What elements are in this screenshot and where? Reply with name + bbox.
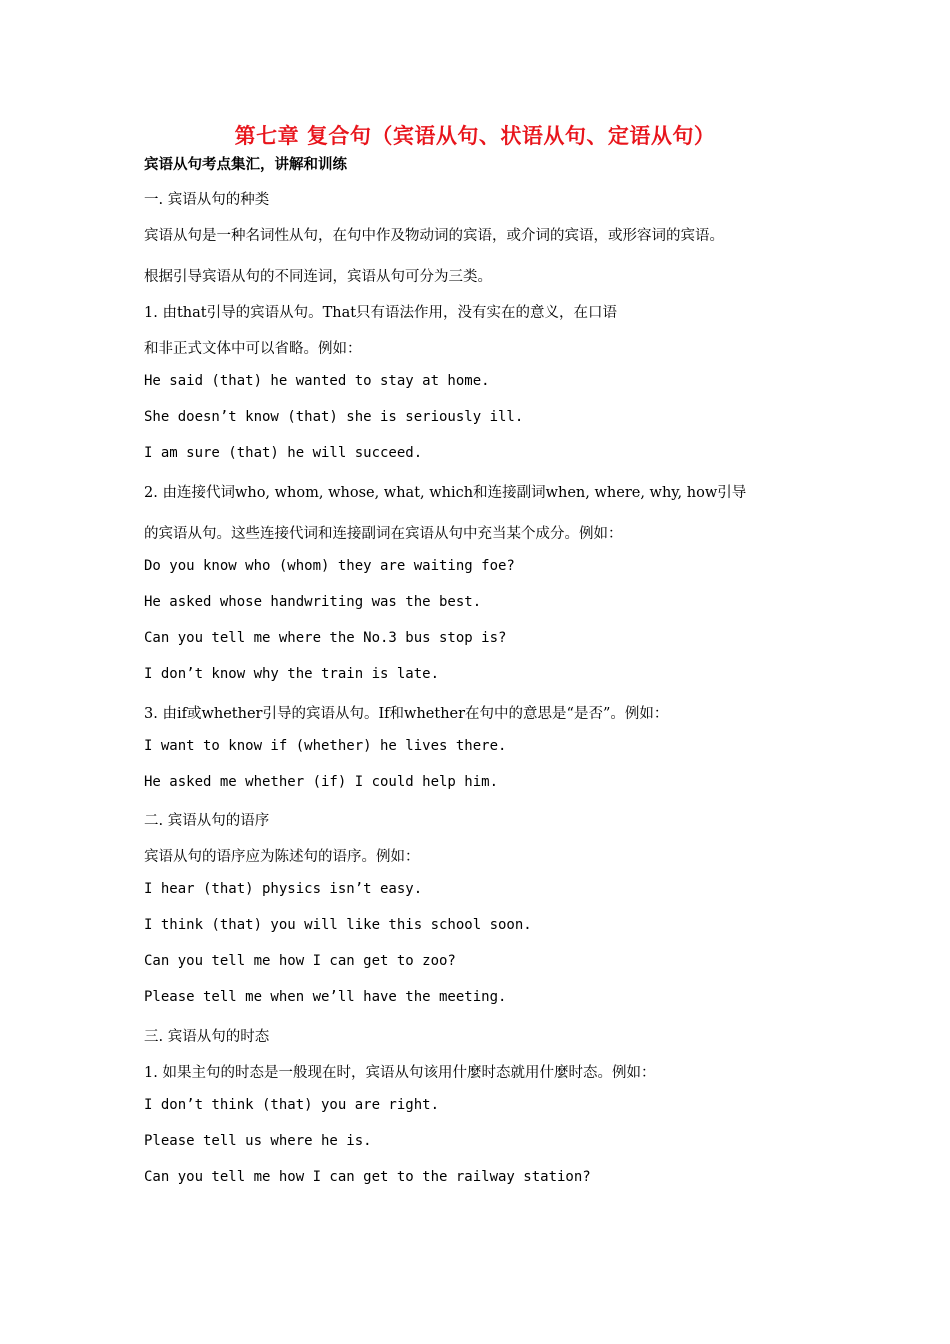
paragraph-line: 和非正式文体中可以省略。例如： <box>144 341 362 357</box>
paragraph-line: 2. 由连接代词who, whom, whose, what, which和连接副词when, where, why, how引导 <box>144 485 747 501</box>
example-sentence: I hear (that) physics isn’t easy. <box>144 881 423 897</box>
example-sentence: He said (that) he wanted to stay at home. <box>144 373 490 389</box>
example-sentence: Can you tell me how I can get to zoo? <box>144 953 456 969</box>
section-heading: 三. 宾语从句的时态 <box>144 1029 270 1045</box>
example-sentence: I am sure (that) he will succeed. <box>144 445 423 461</box>
paragraph-line: 宾语从句是一种名词性从句，在句中作及物动词的宾语，或介词的宾语，或形容词的宾语。 <box>144 228 724 244</box>
example-sentence: I don’t think (that) you are right. <box>144 1097 440 1113</box>
example-sentence: Please tell us where he is. <box>144 1133 372 1149</box>
chapter-title: 第七章 复合句（宾语从句、状语从句、定语从句） <box>234 123 716 148</box>
paragraph-line: 宾语从句的语序应为陈述句的语序。例如： <box>144 849 420 865</box>
example-sentence: I think (that) you will like this school soon. <box>144 917 532 933</box>
example-sentence: Do you know who (whom) they are waiting foe? <box>144 558 515 574</box>
paragraph-line: 根据引导宾语从句的不同连词，宾语从句可分为三类。 <box>144 269 492 285</box>
example-sentence: Can you tell me where the No.3 bus stop is? <box>144 630 507 646</box>
paragraph-line: 的宾语从句。这些连接代词和连接副词在宾语从句中充当某个成分。例如： <box>144 526 623 542</box>
section-heading: 二. 宾语从句的语序 <box>144 813 270 829</box>
example-sentence: I don’t know why the train is late. <box>144 666 440 682</box>
section-subtitle: 宾语从句考点集汇，讲解和训练 <box>144 156 347 173</box>
paragraph-line: 3. 由if或whether引导的宾语从句。If和whether在句中的意思是“是否”。例如： <box>144 706 669 722</box>
paragraph-line: 1. 如果主句的时态是一般现在时，宾语从句该用什麼时态就用什麼时态。例如： <box>144 1065 656 1081</box>
example-sentence: He asked whose handwriting was the best. <box>144 594 482 610</box>
example-sentence: She doesn’t know (that) she is seriously ill. <box>144 409 524 425</box>
example-sentence: He asked me whether (if) I could help him. <box>144 774 499 790</box>
example-sentence: Please tell me when we’ll have the meeting. <box>144 989 507 1005</box>
example-sentence: Can you tell me how I can get to the railway station? <box>144 1169 591 1185</box>
example-sentence: I want to know if (whether) he lives there. <box>144 738 507 754</box>
section-heading: 一. 宾语从句的种类 <box>144 192 270 208</box>
paragraph-line: 1. 由that引导的宾语从句。That只有语法作用，没有实在的意义，在口语 <box>144 305 618 321</box>
